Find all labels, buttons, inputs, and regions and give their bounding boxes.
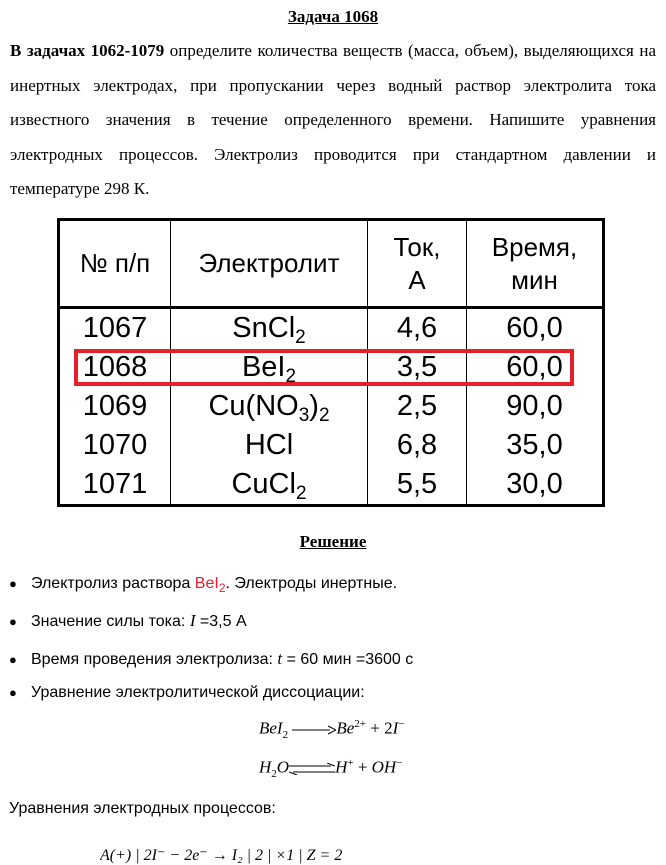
formula-sub: 2 xyxy=(295,483,307,504)
eq-term: H xyxy=(335,757,348,777)
eq-op: + xyxy=(353,757,372,777)
cell-electrolyte xyxy=(171,387,368,426)
electrode-equation-partial: A(+) | 2I⁻ − 2e⁻ → I₂ | 2 | ×1 | Z = 2 xyxy=(100,847,343,864)
equilibrium-arrow-icon xyxy=(289,763,335,775)
header-num-text: № п/п xyxy=(79,248,151,278)
eq-term: OH xyxy=(371,757,397,777)
bullet-value: =3,5 А xyxy=(195,613,247,630)
bullet-text: . Электроды инертные. xyxy=(225,575,398,592)
formula-sub: 3 xyxy=(298,405,310,426)
formula-tail: )$_2$ xyxy=(309,390,330,426)
cell-num: 1069 xyxy=(59,387,171,426)
formula-sub: 2 xyxy=(295,327,306,348)
statement-lead: В задачах 1062-1079 xyxy=(10,41,165,60)
formula: SnCl xyxy=(232,312,296,344)
bullet-icon: ● xyxy=(9,652,17,667)
header-current xyxy=(368,220,467,308)
bullet-item xyxy=(9,684,365,702)
cell-time: 35,0 xyxy=(467,426,604,465)
bullet-text: Уравнение электролитической диссоциации: xyxy=(31,684,365,701)
highlight-frame-1068 xyxy=(74,349,574,386)
cell-current: 5,5 xyxy=(368,465,467,506)
cell-current: 2,5 xyxy=(368,387,467,426)
cell-electrolyte xyxy=(171,308,368,349)
dissociation-equation-2 xyxy=(259,757,402,780)
eq-sub: 2 xyxy=(271,768,277,781)
cell-num: 1068 xyxy=(59,348,171,387)
header-electrolyte: Электролит xyxy=(171,220,368,308)
eq-term: H xyxy=(259,757,272,777)
math-var: t xyxy=(277,649,283,668)
formula-highlight xyxy=(194,575,226,596)
eq-sub: 2 xyxy=(282,729,289,742)
header-current-text: Ток, А xyxy=(393,231,441,295)
cell-electrolyte xyxy=(171,426,368,465)
cell-num: 1071 xyxy=(59,465,171,506)
formula: BeI xyxy=(194,575,219,592)
table-row xyxy=(59,308,604,349)
eq-sup: 2+ xyxy=(354,718,366,730)
eq-term: I xyxy=(392,718,399,738)
bullet-text: Электролиз раствора xyxy=(31,575,195,592)
table-header-row xyxy=(59,220,604,308)
cell-num: 1070 xyxy=(59,426,171,465)
solution-title: Решение xyxy=(299,532,367,551)
formula-sub: 2 xyxy=(285,366,297,387)
bullet-item xyxy=(9,575,397,595)
cell-current: 4,6 xyxy=(368,308,467,349)
bullet-item xyxy=(9,611,247,631)
eq-term: O xyxy=(276,757,290,777)
cell-num: 1067 xyxy=(59,308,171,349)
problem-statement xyxy=(10,34,656,207)
bullet-value: = 60 мин =3600 с xyxy=(282,651,414,668)
formula-sub: 2 xyxy=(218,581,226,596)
eq-sup: + xyxy=(347,757,354,769)
bullet-text: Время проведения электролиза: xyxy=(31,651,278,668)
cell-current: 6,8 xyxy=(368,426,467,465)
formula: BeI xyxy=(241,351,286,383)
eq-term: Be xyxy=(336,718,355,738)
header-num xyxy=(59,220,171,308)
bullet-text: Значение силы тока: xyxy=(31,613,190,630)
formula: Cu(NO xyxy=(208,390,299,422)
bullet-icon: ● xyxy=(9,614,17,629)
table-row xyxy=(59,387,604,426)
cell-electrolyte xyxy=(171,465,368,506)
eq-sup: − xyxy=(396,757,403,769)
cell-time: 60,0 xyxy=(467,308,604,349)
cell-time: 90,0 xyxy=(467,387,604,426)
header-time xyxy=(467,220,604,308)
right-arrow-icon xyxy=(292,724,336,736)
bullet-icon: ● xyxy=(9,576,17,591)
formula: HCl xyxy=(244,429,294,461)
header-time-text: Время, мин xyxy=(491,231,578,295)
table-row xyxy=(59,426,604,465)
eq-op: + 2 xyxy=(366,718,393,738)
cell-time: 30,0 xyxy=(467,465,604,506)
formula: CuCl xyxy=(231,468,296,500)
eq-term: BeI xyxy=(259,718,283,738)
cell-current: 3,5 xyxy=(368,348,467,387)
problem-title: Задача 1068 xyxy=(287,7,379,26)
statement-text: определите количества веществ (масса, объем), выделяющихся на инертных электродах, при пропускании через водный раствор электролита тока известного значения в течение определенного времени. Напишите уравнения электродных процессов. Электролиз проводится при стандартном давлении и температуре 298 К. xyxy=(10,41,657,198)
eq-sup: − xyxy=(398,718,405,730)
bullet-icon: ● xyxy=(9,685,17,700)
dissociation-equation-1 xyxy=(259,718,404,741)
table-row xyxy=(59,465,604,506)
electrode-processes-title: Уравнения электродных процессов: xyxy=(9,800,276,817)
cell-time: 60,0 xyxy=(467,348,604,387)
bullet-item xyxy=(9,649,413,669)
math-var: I xyxy=(189,611,196,630)
